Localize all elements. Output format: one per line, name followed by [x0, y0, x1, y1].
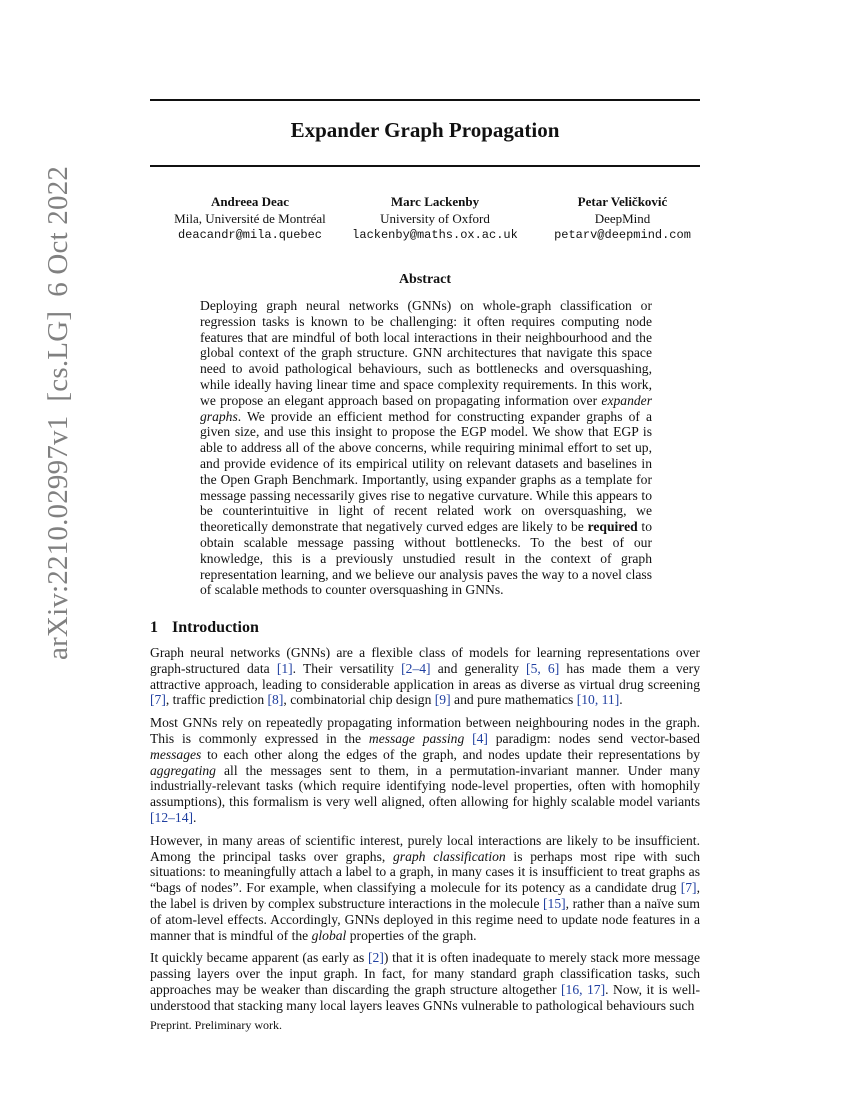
author-name: Marc Lackenby	[390, 194, 480, 209]
author-affiliation: University of Oxford	[380, 211, 490, 226]
section-heading-introduction	[150, 619, 259, 637]
arxiv-category: [cs.LG]	[42, 310, 74, 402]
paragraph-3: However, in many areas of scientific interest, purely local interactions are likely to be insufficient. Among the principal tasks over graphs, graph classification is perhaps most ripe with such situations: to meaningfully attach a label to a graph, in many cases it is insufficient to treat graphs as “bags of nodes”. For example, when classifying a molecule for its potency as a candidate drug [7], the label is driven by complex substructure interactions in the molecule [15], rather than a naïve sum of atom-level effects. Accordingly, GNNs deployed in this regime need to update node features in a manner that is mindful of the global properties of the graph.	[150, 832, 701, 943]
citation-link[interactable]: [4]	[472, 730, 488, 746]
arxiv-id[interactable]: arXiv:2210.02997v1	[42, 415, 74, 660]
author-affiliation: Mila, Université de Montréal	[174, 211, 326, 226]
citation-link[interactable]: [2]	[368, 950, 384, 966]
citation-link[interactable]: [16, 17]	[561, 981, 606, 997]
arxiv-date: 6 Oct 2022	[42, 165, 74, 297]
title-bottom-rule	[150, 165, 700, 167]
author-3	[535, 193, 710, 244]
author-1	[150, 193, 350, 244]
author-name: Andreea Deac	[210, 194, 290, 209]
author-email[interactable]: deacandr@mila.quebec	[177, 228, 323, 242]
arxiv-identifier-stamp[interactable]	[42, 152, 75, 660]
citation-link[interactable]: [5, 6]	[526, 660, 560, 676]
author-affiliation: DeepMind	[594, 211, 651, 226]
abstract-heading: Abstract	[398, 272, 452, 287]
citation-link[interactable]: [10, 11]	[576, 692, 620, 708]
preprint-footnote: Preprint. Preliminary work.	[150, 1018, 282, 1032]
section-number: 1	[150, 619, 158, 636]
author-name: Petar Veličković	[577, 194, 668, 209]
citation-link[interactable]: [7]	[680, 880, 697, 896]
paragraph-4: It quickly became apparent (as early as [2]) that it is often inadequate to merely stack more message passing layers over the input graph. In fact, for many standard graph classification tasks, such approaches may be weaker than discarding the graph structure altogether [16, 17]. Now, it is well-understood that stacking many local layers leaves GNNs vulnerable to pathological behaviours such	[150, 950, 700, 1013]
author-email[interactable]: petarv@deepmind.com	[554, 228, 691, 242]
citation-link[interactable]: [7]	[150, 692, 166, 708]
citation-link[interactable]: [1]	[276, 660, 293, 676]
author-2	[330, 193, 540, 244]
abstract-text: Deploying graph neural networks (GNNs) on whole-graph classification or regression tasks is known to be challenging: it often requires computing node features that are mindful of both local interactions in their neighbourhood and the global context of the graph structure. GNN architectures that navigate this space need to avoid pathological behaviours, such as bottlenecks and oversquashing, while ideally having linear time and space complexity requirements. In this work, we propose an elegant approach based on propagating information over expander graphs. We provide an efficient method for constructing expander graphs of a given size, and use this insight to propose the EGP model. We show that EGP is able to address all of the above concerns, while requiring minimal effort to set up, and provide evidence of its empirical utility on relevant datasets and baselines in the Open Graph Benchmark. Importantly, using expander graphs as a template for message passing necessarily gives rise to negative curvature. While this appears to be counterintuitive in light of recent related work on oversquashing, we theoretically demonstrate that negatively curved edges are likely to be required to obtain scalable message passing without bottlenecks. To the best of our knowledge, this is a previously unstudied result in the context of graph representation learning, and we believe our analysis paves the way to a novel class of scalable methods to counter oversquashing in GNNs.	[200, 298, 652, 598]
author-email[interactable]: lackenby@maths.ox.ac.uk	[352, 228, 518, 242]
citation-link[interactable]: [12–14]	[150, 809, 194, 825]
citation-link[interactable]: [9]	[434, 692, 451, 708]
paragraph-2: Most GNNs rely on repeatedly propagating information between neighbouring nodes in the graph. This is commonly expressed in the message passing [4] paradigm: nodes send vector-based messages to each other along the edges of the graph, and nodes update their representations by aggregating all the messages sent to them, in a permutation-invariant manner. Under many industrially-relevant tasks (which require identifying node-level properties, often with homophily assumptions), this formalism is very well aligned, often allowing for highly scalable model variants [12–14].	[150, 715, 700, 825]
citation-link[interactable]: [15]	[543, 895, 566, 911]
citation-link[interactable]: [2–4]	[401, 660, 431, 676]
paragraph-1: Graph neural networks (GNNs) are a flexible class of models for learning representations over graph-structured data [1]. Their versatility [2–4] and generality [5, 6] has made them a very attractive approach, leading to considerable application in areas as diverse as virtual drug screening [7], traffic prediction [8], combinatorial chip design [9] and pure mathematics [10, 11].	[150, 645, 701, 708]
title-top-rule	[150, 99, 700, 101]
paper-title: Expander Graph Propagation	[290, 118, 560, 142]
introduction-body	[150, 645, 700, 1021]
section-title: Introduction	[172, 619, 259, 636]
citation-link[interactable]: [8]	[267, 692, 284, 708]
